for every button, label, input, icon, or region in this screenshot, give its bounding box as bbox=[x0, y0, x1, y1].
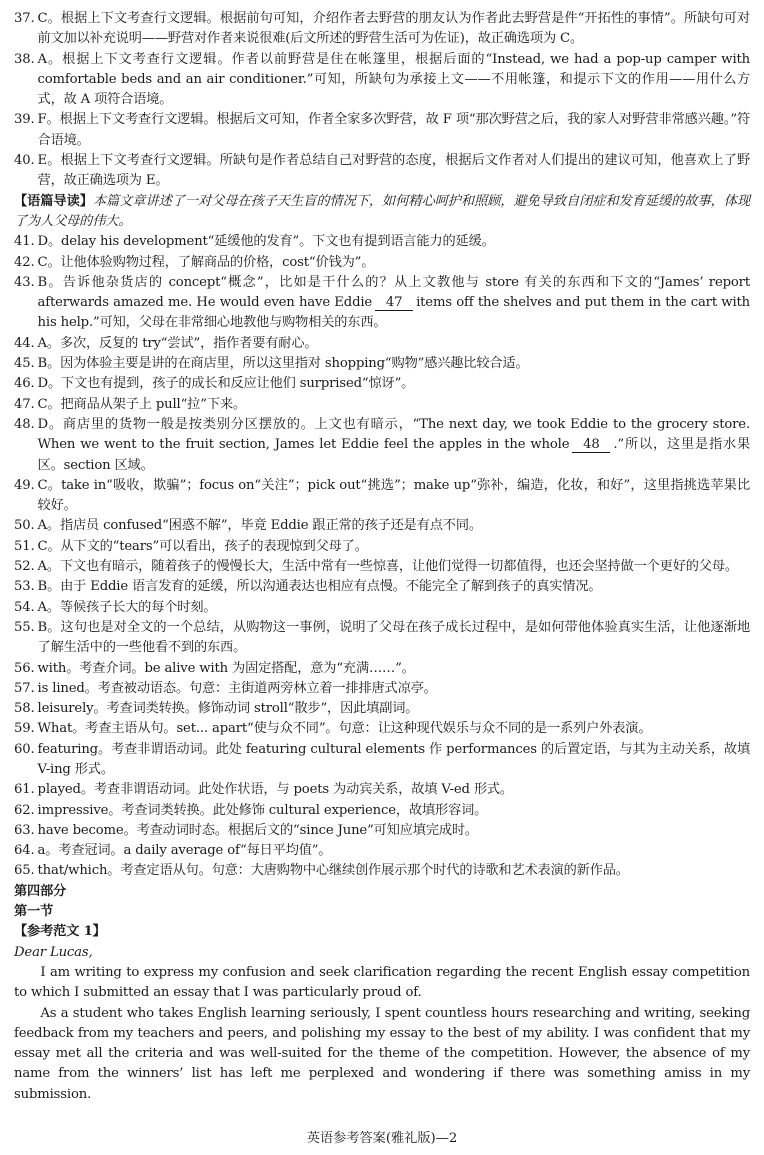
answer-text: D。下文也有提到，孩子的成长和反应让他们 surprised“惊讶”。 bbox=[37, 376, 415, 392]
answer-item bbox=[14, 253, 750, 273]
answer-number: 46. bbox=[14, 376, 35, 392]
essay-paragraph-2: As a student who takes English learning seriously, I spent countless hours researching and writing, seeking feedback from my teachers and peers, and polishing my essay to the best of my ability. I was confident that my essay met all the criteria and was well-suited for the theme of the competition. However, the absence of my name from the winners’ list has left me perplexed and wondering if there was something amiss in my submission. bbox=[14, 1005, 750, 1102]
answer-number: 40. bbox=[14, 153, 35, 169]
answer-text: A。等候孩子长大的每个时刻。 bbox=[37, 599, 217, 615]
answer-item bbox=[14, 334, 750, 354]
answer-item bbox=[14, 740, 750, 781]
answer-number: 52. bbox=[14, 559, 35, 575]
essay-label: 【参考范文 1】 bbox=[14, 924, 106, 940]
answer-item bbox=[14, 232, 750, 252]
answer-text: B。这句也是对全文的一个总结，从购物这一事例，说明了父母在孩子成长过程中，是如何带他体验真实生活，让他逐渐地了解生活中的一些他看不到的东西。 bbox=[37, 619, 750, 656]
answer-number: 38. bbox=[14, 51, 35, 67]
answer-item bbox=[14, 537, 750, 557]
answer-item bbox=[14, 395, 750, 415]
answer-text: E。根据上下文考查行文逻辑。所缺句是作者总结自己对野营的态度，根据后文作者对人们提出的建议可知，他喜欢上了野营，故正确选项为 E。 bbox=[37, 153, 750, 189]
answer-number: 65. bbox=[14, 863, 35, 879]
answer-list bbox=[14, 9, 750, 1105]
answer-number: 37. bbox=[14, 11, 35, 26]
answers-37-40 bbox=[14, 9, 750, 192]
answer-item bbox=[14, 110, 750, 151]
answer-text: C。take in“吸收，欺骗”；focus on“关注”；pick out“挑选”；make up“弥补，编造，化妆，和好”，这里指挑选苹果比较好。 bbox=[37, 477, 750, 514]
answer-text: B。由于 Eddie 语言发育的延缓，所以沟通表达也相应有点慢。不能完全了解到孩子的真实情况。 bbox=[37, 579, 602, 595]
blank-48: 48 bbox=[572, 437, 610, 453]
answer-item bbox=[14, 374, 750, 394]
answer-text: a。考查冠词。a daily average of“每日平均值”。 bbox=[37, 843, 332, 859]
answer-text: played。考查非谓语动词。此处作状语，与 poets 为动宾关系，故填 V-ed 形式。 bbox=[37, 782, 513, 798]
blank-47: 47 bbox=[375, 295, 413, 311]
answer-text: C。把商品从架子上 pull“拉”下来。 bbox=[37, 396, 246, 412]
answer-text: D。delay his development“延缓他的发育”。下文也有提到语言能力的延缓。 bbox=[37, 234, 495, 250]
answer-item bbox=[14, 659, 750, 679]
answer-text: leisurely。考查词类转换。修饰动词 stroll“散步”，因此填副词。 bbox=[37, 701, 419, 717]
reading-guide bbox=[14, 192, 750, 233]
answer-item bbox=[14, 861, 750, 881]
answer-number: 55. bbox=[14, 619, 35, 635]
letter-salutation: Dear Lucas, bbox=[14, 944, 93, 960]
answer-text: C。让他体验购物过程，了解商品的价格，cost“价钱为”。 bbox=[37, 254, 375, 270]
answer-item bbox=[14, 557, 750, 577]
answers-49-65 bbox=[14, 476, 750, 882]
answer-text: that/which。考查定语从句。句意：大唐购物中心继续创作展示那个时代的诗歌和艺术表演的新作品。 bbox=[37, 863, 629, 879]
answer-text: with。考查介词。be alive with 为固定搭配，意为“充满……”。 bbox=[37, 660, 415, 676]
answer-text: B。因为体验主要是讲的在商店里，所以这里指对 shopping“购物”感兴趣比较合适。 bbox=[37, 356, 529, 372]
answer-item-48 bbox=[14, 415, 750, 476]
answer-text: have become。考查动词时态。根据后文的“since June”可知应填完成时。 bbox=[37, 822, 478, 838]
answer-number: 48. bbox=[14, 416, 35, 432]
answer-item bbox=[14, 719, 750, 739]
answer-number: 56. bbox=[14, 660, 35, 676]
answer-item bbox=[14, 50, 750, 111]
answer-number: 45. bbox=[14, 356, 35, 372]
answer-number: 51. bbox=[14, 538, 35, 554]
answer-item bbox=[14, 516, 750, 536]
answer-item bbox=[14, 476, 750, 517]
subsection-heading: 第一节 bbox=[14, 904, 54, 920]
answer-item bbox=[14, 151, 750, 192]
answer-item bbox=[14, 679, 750, 699]
answer-number: 44. bbox=[14, 335, 35, 351]
answer-number: 39. bbox=[14, 112, 35, 128]
answer-number: 43. bbox=[14, 274, 35, 290]
answer-number: 59. bbox=[14, 721, 35, 737]
answer-number: 61. bbox=[14, 782, 35, 798]
essay-paragraph-1: I am writing to express my confusion and seek clarification regarding the recent English essay competition to which I submitted an essay that I was particularly proud of. bbox=[14, 964, 750, 1001]
answer-item-43 bbox=[14, 273, 750, 334]
answer-number: 57. bbox=[14, 680, 35, 696]
answer-item bbox=[14, 801, 750, 821]
guide-text: 本篇文章讲述了一对父母在孩子天生盲的情况下，如何精心呵护和照顾，避免导致自闭症和发育延缓的故事，体现了为人父母的伟大。 bbox=[14, 193, 750, 229]
answer-text: featuring。考查非谓语动词。此处 featuring cultural elements 作 performances 的后置定语，与其为主动关系，故填 V-ing 形式。 bbox=[37, 741, 750, 777]
answer-text: A。下文也有暗示，随着孩子的慢慢长大，生活中常有一些惊喜，让他们觉得一切都值得，也还会坚持做一个更好的父母。 bbox=[37, 559, 738, 575]
answer-text: A。指店员 confused“困惑不解”，毕竟 Eddie 跟正常的孩子还是有点不同。 bbox=[37, 518, 482, 534]
answer-item bbox=[14, 577, 750, 597]
answer-item bbox=[14, 821, 750, 841]
answer-number: 42. bbox=[14, 254, 35, 270]
answer-number: 54. bbox=[14, 599, 35, 615]
answer-text: C。从下文的“tears”可以看出，孩子的表现惊到父母了。 bbox=[37, 538, 368, 554]
answer-item bbox=[14, 9, 750, 50]
answer-number: 58. bbox=[14, 701, 35, 717]
answer-number: 50. bbox=[14, 518, 35, 534]
answer-text: B。告诉他杂货店的 concept“概念”，比如是干什么的？从上文教他与 store 有关的东西和下文的“James’ report afterwards amazed me. He would even have Eddie 47 items off the shelves and put them in the cart with his help.”可知，父母在非常细心地教他与购物相关的东西。 bbox=[37, 274, 751, 331]
answer-text: A。多次，反复的 try“尝试”，指作者要有耐心。 bbox=[37, 335, 318, 351]
answers-44-47 bbox=[14, 334, 750, 415]
answer-text: impressive。考查词类转换。此处修饰 cultural experience，故填形容词。 bbox=[37, 802, 488, 818]
answer-item bbox=[14, 618, 750, 659]
guide-label: 【语篇导读】 bbox=[14, 193, 93, 209]
answer-item bbox=[14, 841, 750, 861]
answer-text: F。根据上下文考查行文逻辑。根据后文可知，作者全家多次野营，故 F 项“那次野营之后，我的家人对野营非常感兴趣。”符合语境。 bbox=[37, 112, 750, 148]
answer-number: 62. bbox=[14, 802, 35, 818]
answer-text: C。根据上下文考查行文逻辑。根据前句可知，介绍作者去野营的朋友认为作者此去野营是件“开拓性的事情”。所缺句可对前文加以补充说明——野营对作者来说很难(后文所述的野营生活可为佐证)，故正确选项为 C。 bbox=[37, 11, 750, 47]
answer-text: D。商店里的货物一般是按类别分区摆放的。上文也有暗示，“The next day, we took Eddie to the grocery store. When we went to the fruit section, James let Eddie feel the apples in the whole 48 .”所以，这里是指水果区。section 区域。 bbox=[37, 416, 750, 473]
answer-item bbox=[14, 780, 750, 800]
answer-number: 64. bbox=[14, 843, 35, 859]
answer-number: 60. bbox=[14, 741, 35, 757]
section-heading: 第四部分 bbox=[14, 883, 67, 899]
answer-text: is lined。考查被动语态。句意：主街道两旁林立着一排排唐式凉亭。 bbox=[37, 680, 437, 696]
answers-41-42 bbox=[14, 232, 750, 273]
page-footer: 英语参考答案(雅礼版)—2 bbox=[306, 1131, 458, 1146]
answer-number: 53. bbox=[14, 579, 35, 595]
answer-item bbox=[14, 354, 750, 374]
answer-item bbox=[14, 699, 750, 719]
answer-number: 63. bbox=[14, 822, 35, 838]
answer-number: 47. bbox=[14, 396, 35, 412]
answer-number: 49. bbox=[14, 477, 35, 493]
answer-number: 41. bbox=[14, 234, 35, 250]
answer-item bbox=[14, 598, 750, 618]
answer-text: A。根据上下文考查行文逻辑。作者以前野营是住在帐篷里，根据后面的“Instead, we had a pop-up camper with comfortable beds and an air conditioner.”可知，所缺句为承接上文——不用帐篷，和提示下文的作用——用什么方式，故 A 项符合语境。 bbox=[37, 51, 750, 108]
answer-text: What。考查主语从句。set... apart“使与众不同”。句意：让这种现代娱乐与众不同的是一系列户外表演。 bbox=[37, 721, 652, 737]
